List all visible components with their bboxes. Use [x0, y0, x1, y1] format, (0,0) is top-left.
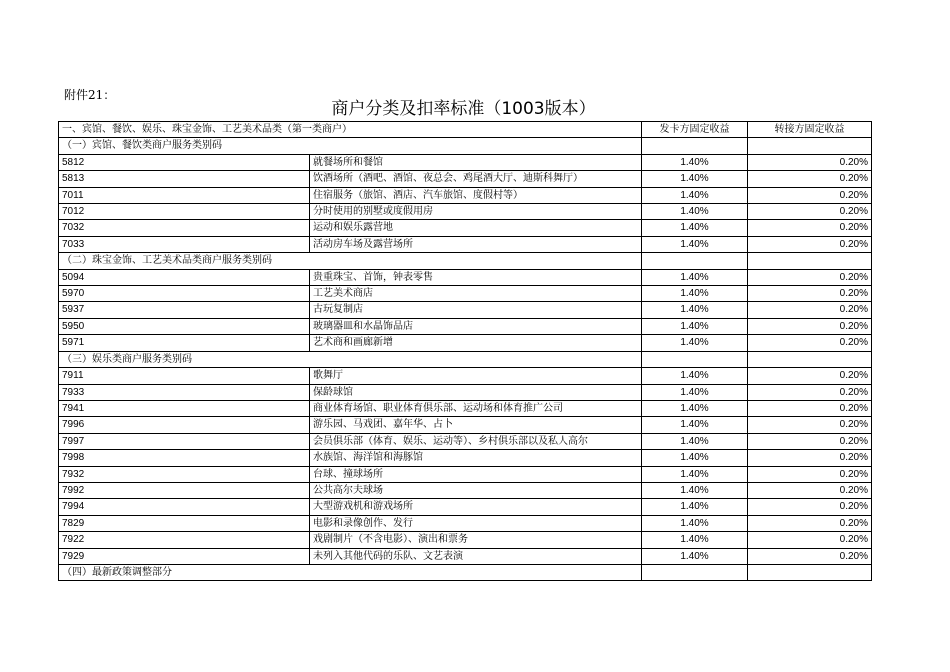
table-row: [59, 171, 872, 187]
merchant-category: 水族馆、海洋馆和海豚馆: [310, 450, 642, 466]
issuer-fee: 1.40%: [642, 220, 748, 236]
mcc-code: 7932: [59, 466, 310, 482]
empty-issuer-cell: [642, 253, 748, 269]
table-row: [59, 187, 872, 203]
merchant-category: 活动房车场及露营场所: [310, 236, 642, 252]
empty-acquirer-cell: [748, 138, 872, 154]
issuer-fee: 1.40%: [642, 286, 748, 302]
table-row: [59, 220, 872, 236]
acquirer-fee: 0.20%: [748, 286, 872, 302]
acquirer-fee: 0.20%: [748, 417, 872, 433]
merchant-category: 大型游戏机和游戏场所: [310, 499, 642, 515]
merchant-category: 电影和录像创作、发行: [310, 515, 642, 531]
table-row: [59, 302, 872, 318]
merchant-category: 歌舞厅: [310, 368, 642, 384]
mcc-code: 7929: [59, 548, 310, 564]
mcc-code: 5970: [59, 286, 310, 302]
acquirer-fee: 0.20%: [748, 515, 872, 531]
acquirer-fee: 0.20%: [748, 466, 872, 482]
table-row: [59, 466, 872, 482]
merchant-category: 未列入其他代码的乐队、文艺表演: [310, 548, 642, 564]
empty-acquirer-cell: [748, 351, 872, 367]
header-issuer-fee: 发卡方固定收益: [642, 122, 748, 138]
acquirer-fee: 0.20%: [748, 236, 872, 252]
merchant-category: 艺术商和画廊新增: [310, 335, 642, 351]
table-row: [59, 286, 872, 302]
section-row: [59, 564, 872, 580]
mcc-code: 7012: [59, 204, 310, 220]
empty-issuer-cell: [642, 564, 748, 580]
merchant-category: 就餐场所和餐馆: [310, 154, 642, 170]
issuer-fee: 1.40%: [642, 515, 748, 531]
mcc-code: 7996: [59, 417, 310, 433]
mcc-code: 7032: [59, 220, 310, 236]
issuer-fee: 1.40%: [642, 269, 748, 285]
acquirer-fee: 0.20%: [748, 335, 872, 351]
issuer-fee: 1.40%: [642, 548, 748, 564]
merchant-category: 运动和娱乐露营地: [310, 220, 642, 236]
acquirer-fee: 0.20%: [748, 220, 872, 236]
mcc-code: 5950: [59, 318, 310, 334]
issuer-fee: 1.40%: [642, 482, 748, 498]
issuer-fee: 1.40%: [642, 335, 748, 351]
issuer-fee: 1.40%: [642, 433, 748, 449]
acquirer-fee: 0.20%: [748, 318, 872, 334]
table-row: [59, 384, 872, 400]
mcc-code: 7941: [59, 400, 310, 416]
section-row: [59, 351, 872, 367]
section-title: （三）娱乐类商户服务类别码: [59, 351, 642, 367]
table-row: [59, 482, 872, 498]
issuer-fee: 1.40%: [642, 318, 748, 334]
acquirer-fee: 0.20%: [748, 269, 872, 285]
merchant-category: 台球、撞球场所: [310, 466, 642, 482]
merchant-category: 戏剧制片（不含电影）、演出和票务: [310, 532, 642, 548]
table-row: [59, 335, 872, 351]
acquirer-fee: 0.20%: [748, 400, 872, 416]
issuer-fee: 1.40%: [642, 450, 748, 466]
table-row: [59, 433, 872, 449]
acquirer-fee: 0.20%: [748, 187, 872, 203]
acquirer-fee: 0.20%: [748, 302, 872, 318]
acquirer-fee: 0.20%: [748, 450, 872, 466]
mcc-code: 5813: [59, 171, 310, 187]
issuer-fee: 1.40%: [642, 368, 748, 384]
header-acquirer-fee: 转接方固定收益: [748, 122, 872, 138]
merchant-category: 饮酒场所（酒吧、酒馆、夜总会、鸡尾酒大厅、迪斯科舞厅）: [310, 171, 642, 187]
issuer-fee: 1.40%: [642, 187, 748, 203]
mcc-code: 7033: [59, 236, 310, 252]
issuer-fee: 1.40%: [642, 171, 748, 187]
mcc-code: 7922: [59, 532, 310, 548]
table-row: [59, 515, 872, 531]
acquirer-fee: 0.20%: [748, 482, 872, 498]
merchant-category: 会员俱乐部（体育、娱乐、运动等）、乡村俱乐部以及私人高尔: [310, 433, 642, 449]
section-title: （四）最新政策调整部分: [59, 564, 642, 580]
table-row: [59, 154, 872, 170]
acquirer-fee: 0.20%: [748, 384, 872, 400]
merchant-category: 商业体育场馆、职业体育俱乐部、运动场和体育推广公司: [310, 400, 642, 416]
empty-issuer-cell: [642, 351, 748, 367]
table-row: [59, 499, 872, 515]
merchant-category: 贵重珠宝、首饰，钟表零售: [310, 269, 642, 285]
mcc-code: 5937: [59, 302, 310, 318]
table-row: [59, 318, 872, 334]
table-row: [59, 269, 872, 285]
issuer-fee: 1.40%: [642, 154, 748, 170]
acquirer-fee: 0.20%: [748, 171, 872, 187]
mcc-code: 7011: [59, 187, 310, 203]
acquirer-fee: 0.20%: [748, 154, 872, 170]
merchant-category: 分时使用的别墅或度假用房: [310, 204, 642, 220]
merchant-category: 住宿服务（旅馆、酒店、汽车旅馆、度假村等）: [310, 187, 642, 203]
merchant-category: 游乐园、马戏团、嘉年华、占卜: [310, 417, 642, 433]
empty-issuer-cell: [642, 138, 748, 154]
issuer-fee: 1.40%: [642, 417, 748, 433]
mcc-code: 5094: [59, 269, 310, 285]
attachment-label: 附件21：: [64, 88, 116, 102]
section-row: [59, 253, 872, 269]
issuer-fee: 1.40%: [642, 204, 748, 220]
mcc-code: 7997: [59, 433, 310, 449]
issuer-fee: 1.40%: [642, 400, 748, 416]
table-row: [59, 204, 872, 220]
acquirer-fee: 0.20%: [748, 499, 872, 515]
rate-table: [58, 121, 872, 581]
acquirer-fee: 0.20%: [748, 368, 872, 384]
merchant-category: 保龄球馆: [310, 384, 642, 400]
merchant-category: 工艺美术商店: [310, 286, 642, 302]
merchant-category: 古玩复制店: [310, 302, 642, 318]
table-row: [59, 236, 872, 252]
table-row: [59, 450, 872, 466]
acquirer-fee: 0.20%: [748, 204, 872, 220]
mcc-code: 7911: [59, 368, 310, 384]
mcc-code: 7992: [59, 482, 310, 498]
empty-acquirer-cell: [748, 564, 872, 580]
table-row: [59, 532, 872, 548]
merchant-category: 公共高尔夫球场: [310, 482, 642, 498]
table-row: [59, 417, 872, 433]
mcc-code: 5812: [59, 154, 310, 170]
page-title: 商户分类及扣率标准（1003版本）: [331, 99, 596, 119]
acquirer-fee: 0.20%: [748, 532, 872, 548]
issuer-fee: 1.40%: [642, 384, 748, 400]
table-row: [59, 368, 872, 384]
issuer-fee: 1.40%: [642, 466, 748, 482]
section-title: （二）珠宝金饰、工艺美术品类商户服务类别码: [59, 253, 642, 269]
section-row: [59, 138, 872, 154]
header-category: 一、宾馆、餐饮、娱乐、珠宝金饰、工艺美术品类（第一类商户）: [59, 122, 642, 138]
acquirer-fee: 0.20%: [748, 548, 872, 564]
table-row: [59, 400, 872, 416]
acquirer-fee: 0.20%: [748, 433, 872, 449]
merchant-category: 玻璃器皿和水晶饰品店: [310, 318, 642, 334]
mcc-code: 7998: [59, 450, 310, 466]
issuer-fee: 1.40%: [642, 532, 748, 548]
empty-acquirer-cell: [748, 253, 872, 269]
issuer-fee: 1.40%: [642, 499, 748, 515]
mcc-code: 5971: [59, 335, 310, 351]
mcc-code: 7933: [59, 384, 310, 400]
issuer-fee: 1.40%: [642, 302, 748, 318]
section-title: （一）宾馆、餐饮类商户服务类别码: [59, 138, 642, 154]
mcc-code: 7994: [59, 499, 310, 515]
table-row: [59, 548, 872, 564]
issuer-fee: 1.40%: [642, 236, 748, 252]
mcc-code: 7829: [59, 515, 310, 531]
table-header-row: [59, 122, 872, 138]
